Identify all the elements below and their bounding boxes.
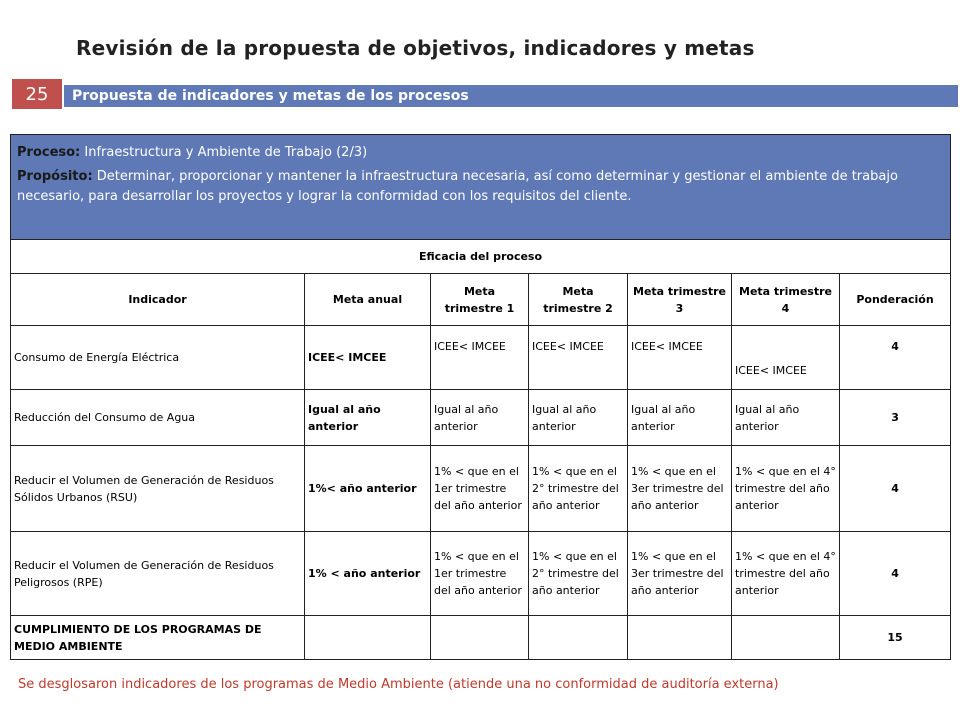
process-line — [17, 143, 944, 163]
footnote: Se desglosaron indicadores de los programas de Medio Ambiente (atiende una no conformidad de auditoría externa) — [18, 677, 779, 692]
total-empty-1 — [305, 616, 431, 660]
indicators-table — [10, 134, 951, 660]
purpose-line — [17, 167, 944, 207]
cell-meta-t2: ICEE< IMCEE — [529, 326, 628, 390]
cell-indicator: Reducción del Consumo de Agua — [11, 390, 305, 446]
cell-meta-t4: 1% < que en el 4° trimestre del año anterior — [732, 446, 840, 532]
slide-number: 25 — [12, 79, 62, 109]
header-meta-anual: Meta anual — [305, 274, 431, 326]
slide-title: Revisión de la propuesta de objetivos, indicadores y metas — [76, 36, 755, 60]
cell-meta-t3: Igual al año anterior — [628, 390, 732, 446]
cell-meta-t4: 1% < que en el 4° trimestre del año anterior — [732, 532, 840, 616]
table-row — [11, 390, 951, 446]
cell-meta-t4: Igual al año anterior — [732, 390, 840, 446]
cell-meta-t4: ICEE< IMCEE — [732, 326, 840, 390]
cell-meta-t1: 1% < que en el 1er trimestre del año anterior — [431, 446, 529, 532]
total-empty-5 — [732, 616, 840, 660]
cell-meta-t3: 1% < que en el 3er trimestre del año anterior — [628, 532, 732, 616]
cell-meta-anual: 1% < año anterior — [305, 532, 431, 616]
cell-meta-t1: ICEE< IMCEE — [431, 326, 529, 390]
header-ponderacion: Ponderación — [840, 274, 951, 326]
header-meta-t2: Meta trimestre 2 — [529, 274, 628, 326]
cell-meta-t3: 1% < que en el 3er trimestre del año anterior — [628, 446, 732, 532]
table-row — [11, 532, 951, 616]
total-row — [11, 616, 951, 660]
total-empty-2 — [431, 616, 529, 660]
header-indicador: Indicador — [11, 274, 305, 326]
purpose-value: Determinar, proporcionar y mantener la infraestructura necesaria, así como determinar y gestionar el ambiente de trabajo necesario, para desarrollar los proyectos y lograr la conformidad con los requisitos del cliente. — [17, 169, 898, 204]
table-row — [11, 326, 951, 390]
cell-meta-anual: ICEE< IMCEE — [305, 326, 431, 390]
section-subtitle: Propuesta de indicadores y metas de los procesos — [64, 85, 958, 107]
purpose-label: Propósito: — [17, 169, 93, 184]
cell-meta-t1: 1% < que en el 1er trimestre del año anterior — [431, 532, 529, 616]
table-row — [11, 446, 951, 532]
process-label: Proceso: — [17, 145, 81, 160]
cell-ponderacion: 3 — [840, 390, 951, 446]
cell-indicator: Reducir el Volumen de Generación de Residuos Sólidos Urbanos (RSU) — [11, 446, 305, 532]
cell-meta-t2: 1% < que en el 2° trimestre del año anterior — [529, 446, 628, 532]
cell-meta-t2: 1% < que en el 2° trimestre del año anterior — [529, 532, 628, 616]
section-title: Eficacia del proceso — [11, 240, 951, 274]
header-meta-t1: Meta trimestre 1 — [431, 274, 529, 326]
total-empty-3 — [529, 616, 628, 660]
cell-meta-t3: ICEE< IMCEE — [628, 326, 732, 390]
cell-meta-anual: Igual al año anterior — [305, 390, 431, 446]
cell-meta-t1: Igual al año anterior — [431, 390, 529, 446]
cell-ponderacion: 4 — [840, 326, 951, 390]
total-label: CUMPLIMIENTO DE LOS PROGRAMAS DE MEDIO AMBIENTE — [11, 616, 305, 660]
cell-indicator: Consumo de Energía Eléctrica — [11, 326, 305, 390]
cell-meta-anual: 1%< año anterior — [305, 446, 431, 532]
cell-meta-t2: Igual al año anterior — [529, 390, 628, 446]
cell-ponderacion: 4 — [840, 532, 951, 616]
header-meta-t3: Meta trimestre 3 — [628, 274, 732, 326]
header-meta-t4: Meta trimestre 4 — [732, 274, 840, 326]
process-value: Infraestructura y Ambiente de Trabajo (2/3) — [84, 145, 368, 160]
cell-indicator: Reducir el Volumen de Generación de Residuos Peligrosos (RPE) — [11, 532, 305, 616]
cell-ponderacion: 4 — [840, 446, 951, 532]
process-header — [11, 135, 951, 240]
total-value: 15 — [840, 616, 951, 660]
total-empty-4 — [628, 616, 732, 660]
